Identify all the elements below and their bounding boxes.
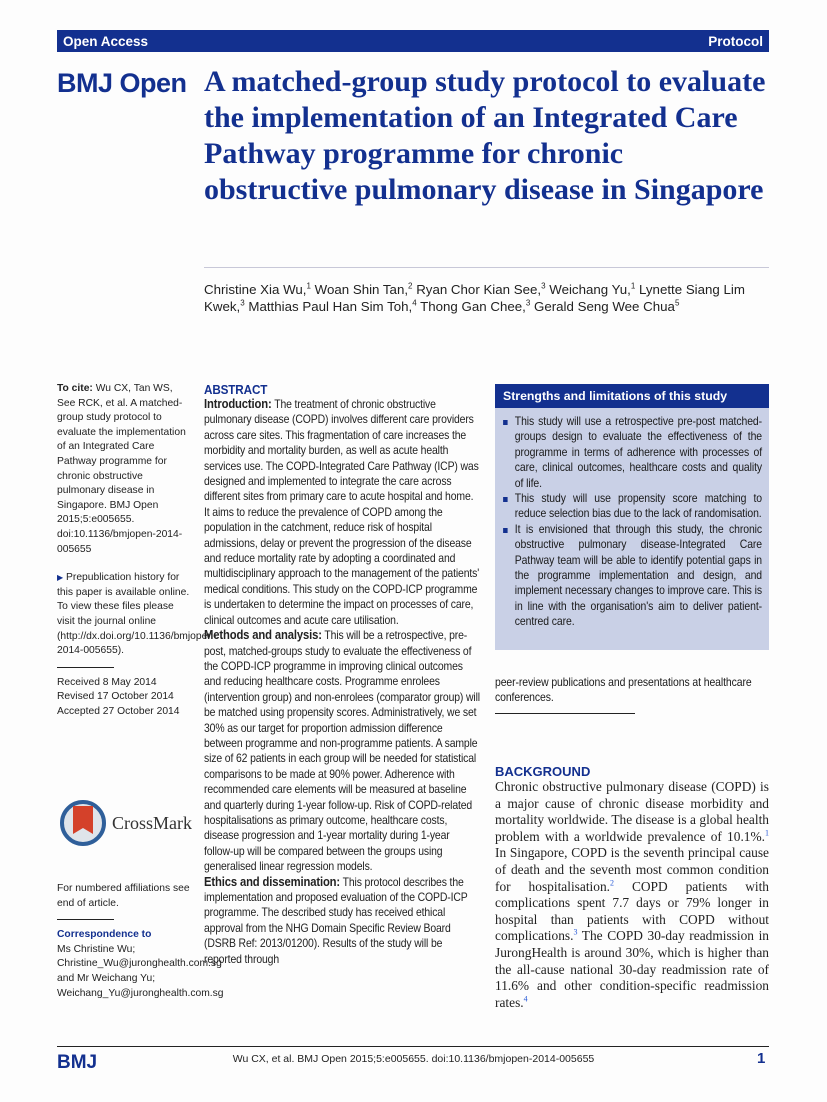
page-number: 1 [757,1050,766,1067]
superscript-ref: 2 [610,878,615,888]
accepted-date: Accepted 27 October 2014 [57,705,180,717]
correspondence-text: Ms Christine Wu; Christine_Wu@juronghealth.com.sg and Mr Weichang Yu; Weichang_Yu@juronghealth.com.sg [57,943,224,999]
abstract-ethics [204,875,481,967]
correspondence-label: Correspondence to [57,929,152,941]
crossmark-icon [60,800,106,846]
top-banner [57,30,769,52]
author-name: Weichang Yu, [549,282,631,297]
divider [495,713,635,714]
received-date: Received 8 May 2014 [57,676,157,688]
section-label: Ethics and dissemination: [204,874,341,889]
prepub-text[interactable]: Prepublication history for this paper is available online. To view these files please visit the journal online (http://dx.doi.org/10.1136/bmjopen-2014-005655). [57,572,217,657]
cite-text: Wu CX, Tan WS, See RCK, et al. A matched-group study protocol to evaluate the implementation of an Integrated Care Pathway programme for chronic obstructive pulmonary disease in Singapore. BMJ Open 2015;5:e005655. doi:10.1136/bmjopen-2014-005655 [57,383,186,555]
author-name: Woan Shin Tan, [314,282,409,297]
divider [57,667,114,668]
author-list [204,281,769,315]
superscript-ref: 3 [573,927,578,937]
background-text [495,779,769,1011]
strength-item: This study will use propensity score matching to reduce selection bias due to the lack of randomisation. [502,491,762,522]
footer-divider [57,1046,769,1047]
cite-label: To cite: [57,383,93,394]
abstract [204,382,481,967]
superscript-ref: 4 [412,298,417,308]
superscript-ref: 3 [240,298,245,308]
sidebar-correspondence [57,882,224,1001]
strength-item: This study will use a retrospective pre-post matched-groups design to evaluate the effectiveness of the programme in terms of adherence with processes of care, clinical outcomes, healthcare costs and quality of life. [502,414,762,491]
background-section [495,764,769,1011]
author-name: Matthias Paul Han Sim Toh, [248,299,413,314]
author-name: Lynette Siang Lim Kwek, [204,282,745,314]
bmj-logo: BMJ [57,1052,98,1073]
footer-citation: Wu CX, et al. BMJ Open 2015;5:e005655. doi:10.1136/bmjopen-2014-005655 [232,1053,595,1065]
superscript-ref: 1 [306,281,311,291]
background-sentence: Chronic obstructive pulmonary disease (COPD) is a major cause of chronic disease morbidity and mortality worldwide. The disease is a global health problem with a worldwide prevalence of 10.1%. [495,779,769,844]
abstract-continuation [495,675,769,706]
section-label: Introduction: [204,397,272,411]
superscript-ref: 2 [408,281,413,291]
superscript-ref: 1 [765,828,769,838]
open-access-label: Open Access [63,33,149,49]
section-text: This protocol describes the implementation and proposed evaluation of the COPD-ICP programme. The described study has received ethical approval from the NHG Domain Specific Review Board (DSRB Ref: 2013/01200). Results of the study will be reported through [204,875,468,966]
affiliations-note: For numbered affiliations see end of article. [57,883,190,909]
author-name: Gerald Seng Wee Chua [534,299,675,314]
abstract-heading: ABSTRACT [204,382,268,397]
superscript-ref: 3 [541,281,546,291]
article-title: A matched-group study protocol to evaluate the implementation of an Integrated Care Pathway programme for chronic obstructive pulmonary disease in Singapore [204,65,766,206]
citation-block [57,382,192,557]
superscript-ref: 1 [630,281,636,291]
superscript-ref: 4 [523,994,528,1004]
abstract-methods [204,628,481,875]
background-sentence: COPD patients with complications spent 7.7 days or 79% longer in hospital than patients with COPD without complications. [495,878,770,944]
article-type-label: Protocol [708,33,763,49]
triangle-icon: ▶ [57,573,64,583]
background-sentence: In Singapore, COPD is the seventh principal cause of death and the seventh most common condition for hospitalisation. [495,845,769,894]
section-label: Methods and analysis: [204,628,322,643]
journal-logo: BMJ Open [57,68,187,98]
prepub-note [57,571,217,659]
strengths-heading: Strengths and limitations of this study [495,384,769,408]
divider [204,267,769,268]
crossmark-label: CrossMark [112,812,192,833]
author-name: Christine Xia Wu, [204,282,307,297]
revised-date: Revised 17 October 2014 [57,691,174,703]
author-name: Ryan Chor Kian See, [416,282,542,297]
sidebar [57,382,217,719]
continuation-text: peer-review publications and presentations at healthcare conferences. [495,676,752,705]
background-heading: BACKGROUND [495,764,591,779]
strengths-box [495,384,769,650]
divider [57,919,114,920]
section-text: The treatment of chronic obstructive pulmonary disease (COPD) involves different care providers across care sites. This fragmentation of care increases the morbidity and mortality burden, as well as acute health services use. The COPD-Integrated Care Pathway (ICP) was designed and implemented to integrate the care across different sites from primary care to acute hospital and home. It aims to reduce the prevalence of COPD among the population in the catchment, reduce risk of hospital admissions, delay or prevent the progression of the disease and reduce mortality rate by adopting a coordinated and multidisciplinary approach to the management of the patients' medical conditions. This study on the COPD-ICP programme is undertaken to determine the impact on processes of care, clinical outcomes and acute care utilisation. [204,398,480,627]
author-name: Thong Gan Chee, [420,299,526,314]
superscript-ref: 5 [674,298,680,308]
crossmark-badge[interactable] [60,800,192,846]
section-text: This will be a retrospective, pre-post, matched-groups study to evaluate the effectiveness of the COPD-ICP programme in improving clinical outcomes and reducing healthcare costs. Programme enrolees (intervention group) and non-enrolees (comparator group) will be matched using propensity scores. Administratively, we set 30% as our target for proportion admission difference between programme and non-programme patients. A sample size of 62 patients in each group will be needed for statistical comparisons to be made at 90% power. Adherence with recommended care elements will be measured at baseline and quarterly during 1-year follow-up. Risk of COPD-related hospitalisations as primary outcome, healthcare costs, disease progression and 1-year mortality during 1-year follow-up will be compared between the groups using generalised linear regression models. [204,629,480,874]
strength-item: It is envisioned that through this study, the chronic obstructive pulmonary disease-Integrated Care Pathway team will be able to identify potential gaps in the programme implementation and design, and implement necessary changes to improve care. This is in line with the organisation's aim to deliver patient-centred care. [502,522,762,630]
superscript-ref: 3 [525,298,531,308]
background-sentence: The COPD 30-day readmission in JurongHealth is around 30%, which is higher than the all-cause national 30-day readmission rate of 11.6% and other condition-specific readmission rates. [495,928,769,1010]
abstract-introduction [204,397,481,628]
